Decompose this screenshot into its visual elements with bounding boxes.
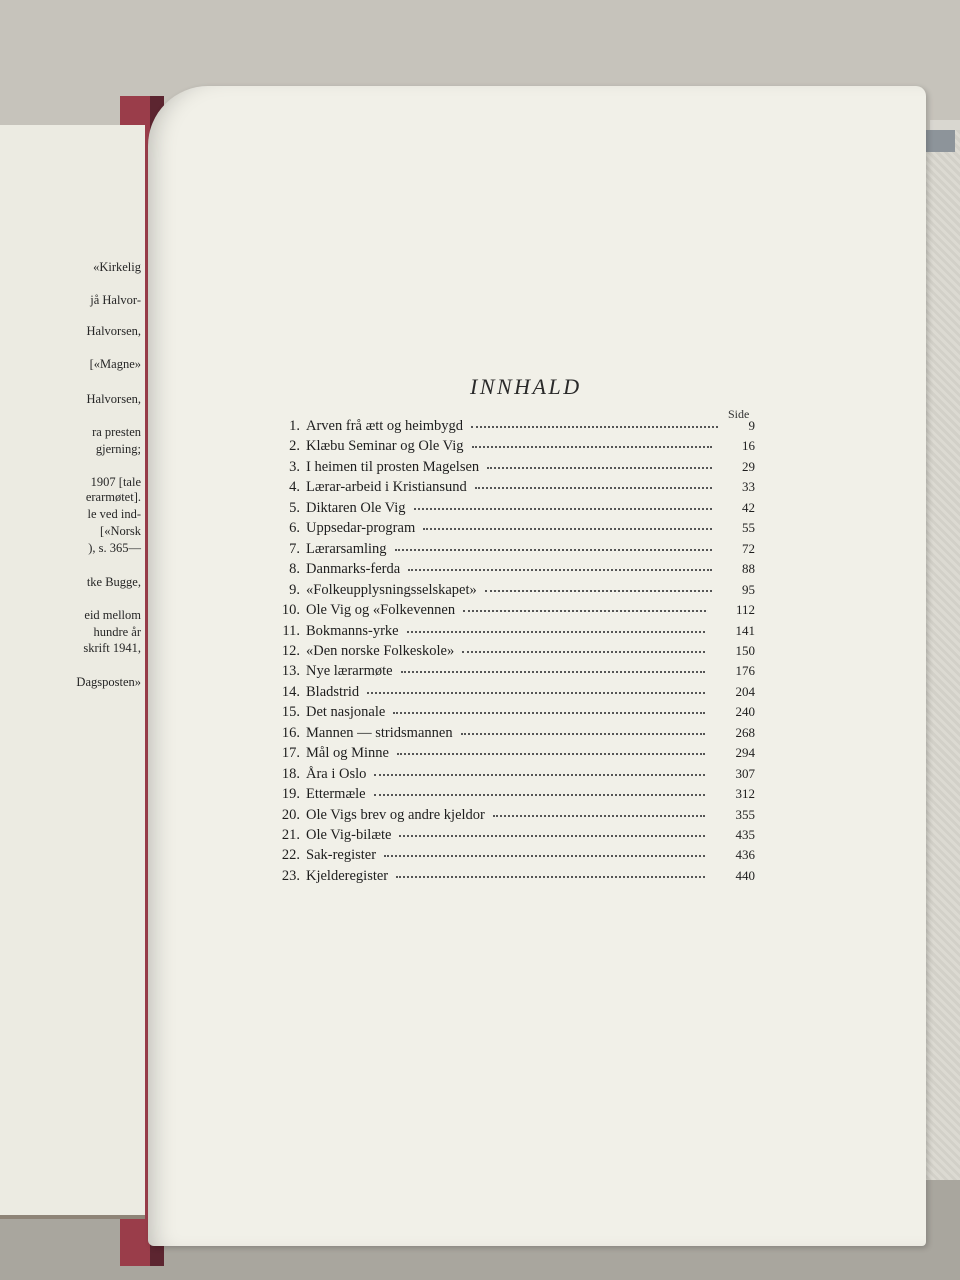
toc-entry-leader-dots <box>407 631 705 633</box>
toc-entry-number: 17. <box>281 745 300 762</box>
toc-entry-leader-dots <box>395 549 712 551</box>
toc-entry-number: 18. <box>281 765 300 782</box>
toc-entry-number: 4. <box>289 479 300 496</box>
toc-entry <box>276 827 755 847</box>
toc-entry <box>276 868 755 888</box>
toc-entry <box>276 602 755 622</box>
toc-entry-title: Danmarks-ferda <box>306 561 401 578</box>
toc-entry-number: 19. <box>281 786 300 803</box>
toc-entry-page: 176 <box>735 663 755 679</box>
toc-entry <box>276 786 755 806</box>
toc-entry-title: Lærar-arbeid i Kristiansund <box>306 479 467 496</box>
toc-entry-title: Ole Vig-bilæte <box>306 827 392 843</box>
left-page-line: ra presten <box>92 425 141 439</box>
toc-entry-page: 141 <box>735 622 755 638</box>
toc-entry-leader-dots <box>384 855 705 857</box>
toc-entry-title: Diktaren Ole Vig <box>306 499 406 516</box>
toc-entry-page: 150 <box>735 642 755 658</box>
toc-entry-number: 14. <box>281 683 300 700</box>
toc-entry-number: 6. <box>289 520 300 537</box>
toc-entry-page: 33 <box>742 479 755 495</box>
left-page-line: le ved ind- <box>87 507 141 521</box>
toc-entry-number: 2. <box>289 438 300 455</box>
toc-entry-number: 12. <box>281 642 300 659</box>
toc-entry <box>276 418 755 438</box>
toc-entry-leader-dots <box>471 426 718 428</box>
toc-entry-number: 1. <box>289 418 300 434</box>
toc-entry-title: Ole Vig og «Folkevennen <box>306 602 456 619</box>
toc-entry-page: 88 <box>742 561 755 577</box>
left-page <box>0 125 145 1219</box>
toc-entry-leader-dots <box>396 876 705 878</box>
left-page-line: ), s. 365— <box>88 541 141 555</box>
toc-entry-title: «Den norske Folkeskole» <box>306 642 455 659</box>
toc-entry-page: 55 <box>742 520 755 536</box>
toc-entry-leader-dots <box>408 569 712 571</box>
toc-entry-leader-dots <box>462 651 705 653</box>
left-page-line: Halvorsen, <box>86 324 141 338</box>
toc-entry-page: 268 <box>735 724 755 740</box>
toc-entry-leader-dots <box>423 528 712 530</box>
toc-entry <box>276 623 755 643</box>
toc-entry-leader-dots <box>485 590 712 592</box>
toc-entry-page: 435 <box>735 827 755 842</box>
toc-entry <box>276 561 755 581</box>
toc-entry-title: Ole Vigs brev og andre kjeldor <box>306 806 485 823</box>
toc-entry-page: 16 <box>742 438 755 454</box>
toc-entry-title: Uppsedar-program <box>306 520 416 537</box>
toc-entry-leader-dots <box>393 712 705 714</box>
toc-entry-page: 72 <box>742 540 755 556</box>
toc-entry-title: Åra i Oslo <box>306 765 367 782</box>
toc-entry <box>276 745 755 765</box>
toc-entry-title: Arven frå ætt og heimbygd <box>306 418 464 434</box>
toc-entry-page: 240 <box>735 704 755 720</box>
toc-entry-page: 29 <box>742 458 755 474</box>
toc-entry-page: 355 <box>735 806 755 822</box>
left-page-line: Halvorsen, <box>86 392 141 406</box>
toc-side-label: Side <box>728 407 750 421</box>
toc-entry-leader-dots <box>414 508 712 510</box>
toc-entry-title: Det nasjonale <box>306 704 386 721</box>
toc-entry-leader-dots <box>397 753 705 755</box>
toc-entry <box>276 541 755 561</box>
toc-entry-page: 294 <box>735 745 755 761</box>
toc-entry-number: 21. <box>281 827 300 843</box>
toc-entry <box>276 459 755 479</box>
toc-entry <box>276 500 755 520</box>
left-page-line: [«Norsk <box>100 524 141 538</box>
toc-entry <box>276 582 755 602</box>
toc-entry <box>276 438 755 458</box>
toc-entry-number: 16. <box>281 724 300 741</box>
toc-entry-leader-dots <box>367 692 705 694</box>
toc-entry-leader-dots <box>374 794 705 796</box>
toc-entry-number: 10. <box>281 602 300 619</box>
toc-entry-title: Bladstrid <box>306 683 360 700</box>
toc-entry-page: 440 <box>735 867 755 883</box>
toc-entry-page: 42 <box>742 499 755 515</box>
toc-entry-leader-dots <box>472 446 712 448</box>
toc-entry-leader-dots <box>475 487 712 489</box>
left-page-line: hundre år <box>93 625 141 639</box>
left-page-line: eid mellom <box>84 608 141 622</box>
toc-entry <box>276 684 755 704</box>
left-page-line: 1907 [tale <box>90 475 141 489</box>
toc-entry-title: «Folkeupplysningsselskapet» <box>306 581 477 598</box>
toc-entry <box>276 725 755 745</box>
toc-entry-number: 11. <box>282 622 300 639</box>
toc-entry-leader-dots <box>463 610 706 612</box>
toc-entry-leader-dots <box>487 467 712 469</box>
toc-entry-title: Lærarsamling <box>306 540 387 557</box>
toc-entry-number: 5. <box>289 499 300 516</box>
toc-heading: INNHALD <box>470 374 582 399</box>
left-page-line: Dagsposten» <box>76 675 141 689</box>
toc-entry <box>276 663 755 683</box>
toc-entry <box>276 704 755 724</box>
toc-entry <box>276 643 755 663</box>
toc-entry <box>276 847 755 867</box>
toc-entry-number: 9. <box>289 581 300 598</box>
left-page-line: tke Bugge, <box>86 575 141 589</box>
toc-entry-title: Mannen — stridsmannen <box>306 724 453 741</box>
toc-entry-page: 95 <box>742 581 755 597</box>
left-page-line: skrift 1941, <box>83 641 141 655</box>
left-page-line: jå Halvor- <box>90 293 141 307</box>
toc-entry-title: Mål og Minne <box>306 745 389 762</box>
toc-entry-leader-dots <box>493 815 705 817</box>
toc-entry-page: 312 <box>735 786 755 802</box>
toc-entry-leader-dots <box>399 835 705 837</box>
toc-entry-title: Nye lærarmøte <box>306 663 393 680</box>
toc-entry-page: 436 <box>735 847 755 863</box>
toc-entry-number: 7. <box>289 540 300 557</box>
toc-entry <box>276 807 755 827</box>
toc-entry-number: 8. <box>289 561 300 578</box>
toc-entry-page: 9 <box>748 418 755 433</box>
toc-entry-number: 20. <box>281 806 300 823</box>
toc-entry-number: 15. <box>281 704 300 721</box>
left-page-line: erarmøtet]. <box>85 490 141 504</box>
toc-entry-leader-dots <box>461 733 705 735</box>
toc-entry-title: Bokmanns-yrke <box>306 622 399 639</box>
toc-entry-title: Sak-register <box>306 847 377 864</box>
toc-entry-page: 112 <box>735 602 755 618</box>
toc-entry-leader-dots <box>401 671 705 673</box>
toc-entry-page: 204 <box>735 683 755 699</box>
left-page-line: «Kirkelig <box>93 260 141 274</box>
toc-entry-number: 13. <box>281 663 300 680</box>
toc-entry <box>276 479 755 499</box>
toc-entry-title: Ettermæle <box>306 786 366 803</box>
toc-entry-title: Klæbu Seminar og Ole Vig <box>306 438 464 455</box>
toc-entry-number: 22. <box>281 847 300 864</box>
toc-entry-title: I heimen til prosten Magelsen <box>306 458 480 475</box>
toc-entry-number: 3. <box>289 458 300 475</box>
toc-entry <box>276 520 755 540</box>
toc-entry-title: Kjelderegister <box>306 867 389 884</box>
toc-entry-leader-dots <box>374 774 705 776</box>
toc-entry-page: 307 <box>735 765 755 781</box>
toc-entry <box>276 766 755 786</box>
left-page-line: [«Magne» <box>89 357 141 371</box>
toc-entry-number: 23. <box>281 867 300 884</box>
left-page-line: gjerning; <box>95 442 141 456</box>
